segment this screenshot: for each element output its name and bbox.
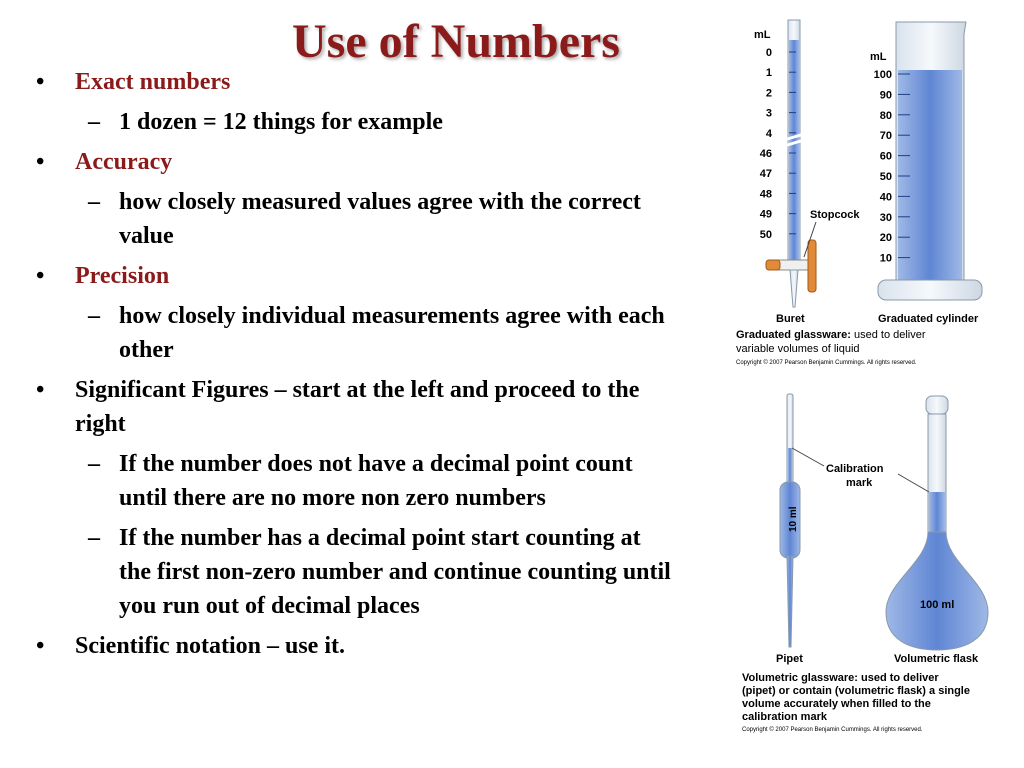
buret-tick-label: 46 xyxy=(759,148,772,160)
graduated-glassware-figure xyxy=(728,12,1018,372)
stopcock-label: Stopcock xyxy=(810,209,860,221)
cylinder-tick-label: 10 xyxy=(879,252,892,265)
sub-bullet-with-decimal: – If the number has a decimal point start counting at the first non-zero number and continue counting until you run out of decimal places xyxy=(36,521,676,623)
flask-volume-label: 100 ml xyxy=(920,599,955,611)
svg-text:Graduated glassware: used to d xyxy=(736,329,926,341)
bullet-scientific-notation: • Scientific notation – use it. xyxy=(36,629,676,663)
cylinder-tick-label: 50 xyxy=(879,171,892,183)
sub-bullet-dozen: – 1 dozen = 12 things for example xyxy=(36,105,676,139)
volumetric-glassware-figure xyxy=(738,392,1018,737)
bullet-precision: • Precision xyxy=(36,259,676,293)
calibration-label-1: Calibration xyxy=(826,463,884,475)
svg-text:Volumetric glassware: used to xyxy=(742,672,939,684)
volumetric-caption-line3: volume accurately when filled to the xyxy=(742,698,931,710)
volumetric-caption-line4: calibration mark xyxy=(742,711,827,723)
cylinder-tick-label: 80 xyxy=(879,109,892,122)
cylinder-tick-label: 30 xyxy=(879,211,892,224)
graduated-caption-rest: used to deliver xyxy=(850,329,926,341)
volumetric-copyright: Copyright © 2007 Pearson Benjamin Cummings. All rights reserved. xyxy=(742,727,923,733)
volumetric-caption-bold: Volumetric glassware: xyxy=(742,672,858,684)
sub-bullet-precision-def: – how closely individual measurements agree with each other xyxy=(36,299,676,367)
cylinder-tick-label: 20 xyxy=(879,232,892,245)
buret-tick-label: 4 xyxy=(765,127,772,140)
bullet-accuracy: • Accuracy xyxy=(36,145,676,179)
buret-tick-label: 2 xyxy=(765,87,772,100)
cylinder-unit-label: mL xyxy=(870,51,887,63)
buret-tick-label: 1 xyxy=(765,67,772,80)
buret-tick-label: 3 xyxy=(765,107,772,120)
flask-stopper xyxy=(926,396,948,414)
buret-unit-label: mL xyxy=(754,29,771,41)
flask-label: Volumetric flask xyxy=(894,653,979,665)
cylinder-tick-label: 70 xyxy=(879,130,892,143)
graduated-caption-line2: variable volumes of liquid xyxy=(736,343,860,355)
stopcock-body xyxy=(776,260,812,270)
bullet-significant-figures: • Significant Figures – start at the left and proceed to the right xyxy=(36,373,676,441)
flask-body xyxy=(886,532,988,650)
graduated-copyright: Copyright © 2007 Pearson Benjamin Cummings. All rights reserved. xyxy=(736,360,917,366)
volumetric-caption-line2: (pipet) or contain (volumetric flask) a single xyxy=(742,685,970,697)
flask-liquid-neck xyxy=(929,492,945,532)
bullet-list xyxy=(36,65,676,669)
cylinder-liquid xyxy=(898,70,962,280)
graduated-caption-bold: Graduated glassware: xyxy=(736,329,851,341)
pipet-liquid-top xyxy=(788,448,792,484)
pipet-label: Pipet xyxy=(776,653,803,665)
sub-bullet-accuracy-def: – how closely measured values agree with the correct value xyxy=(36,185,676,253)
cylinder-base xyxy=(878,280,982,300)
cylinder-tick-label: 100 xyxy=(873,69,892,81)
slide-title: Use of Numbers xyxy=(292,15,620,68)
buret-tip xyxy=(790,270,798,307)
buret-tick-label: 48 xyxy=(759,188,772,201)
sub-bullet-no-decimal: – If the number does not have a decimal point count until there are no more non zero numbers xyxy=(36,447,676,515)
pipet-volume-label: 10 ml xyxy=(788,506,799,532)
stopcock-handle xyxy=(808,240,816,292)
buret-tick-label: 49 xyxy=(759,208,772,221)
volumetric-caption-rest: used to deliver xyxy=(857,672,939,684)
pipet-stem-bottom xyxy=(787,556,793,647)
cylinder-tick-label: 60 xyxy=(879,150,892,163)
calibration-label-2: mark xyxy=(846,477,873,489)
buret-label: Buret xyxy=(776,313,805,325)
bullet-exact-numbers: • Exact numbers xyxy=(36,65,676,99)
buret-tick-label: 47 xyxy=(759,168,772,181)
cylinder-tick-label: 90 xyxy=(879,89,892,102)
cylinder-label: Graduated cylinder xyxy=(878,313,979,325)
cylinder-tick-label: 40 xyxy=(879,191,892,204)
buret-tick-label: 50 xyxy=(759,228,772,241)
buret-tick-label: 0 xyxy=(765,47,772,59)
